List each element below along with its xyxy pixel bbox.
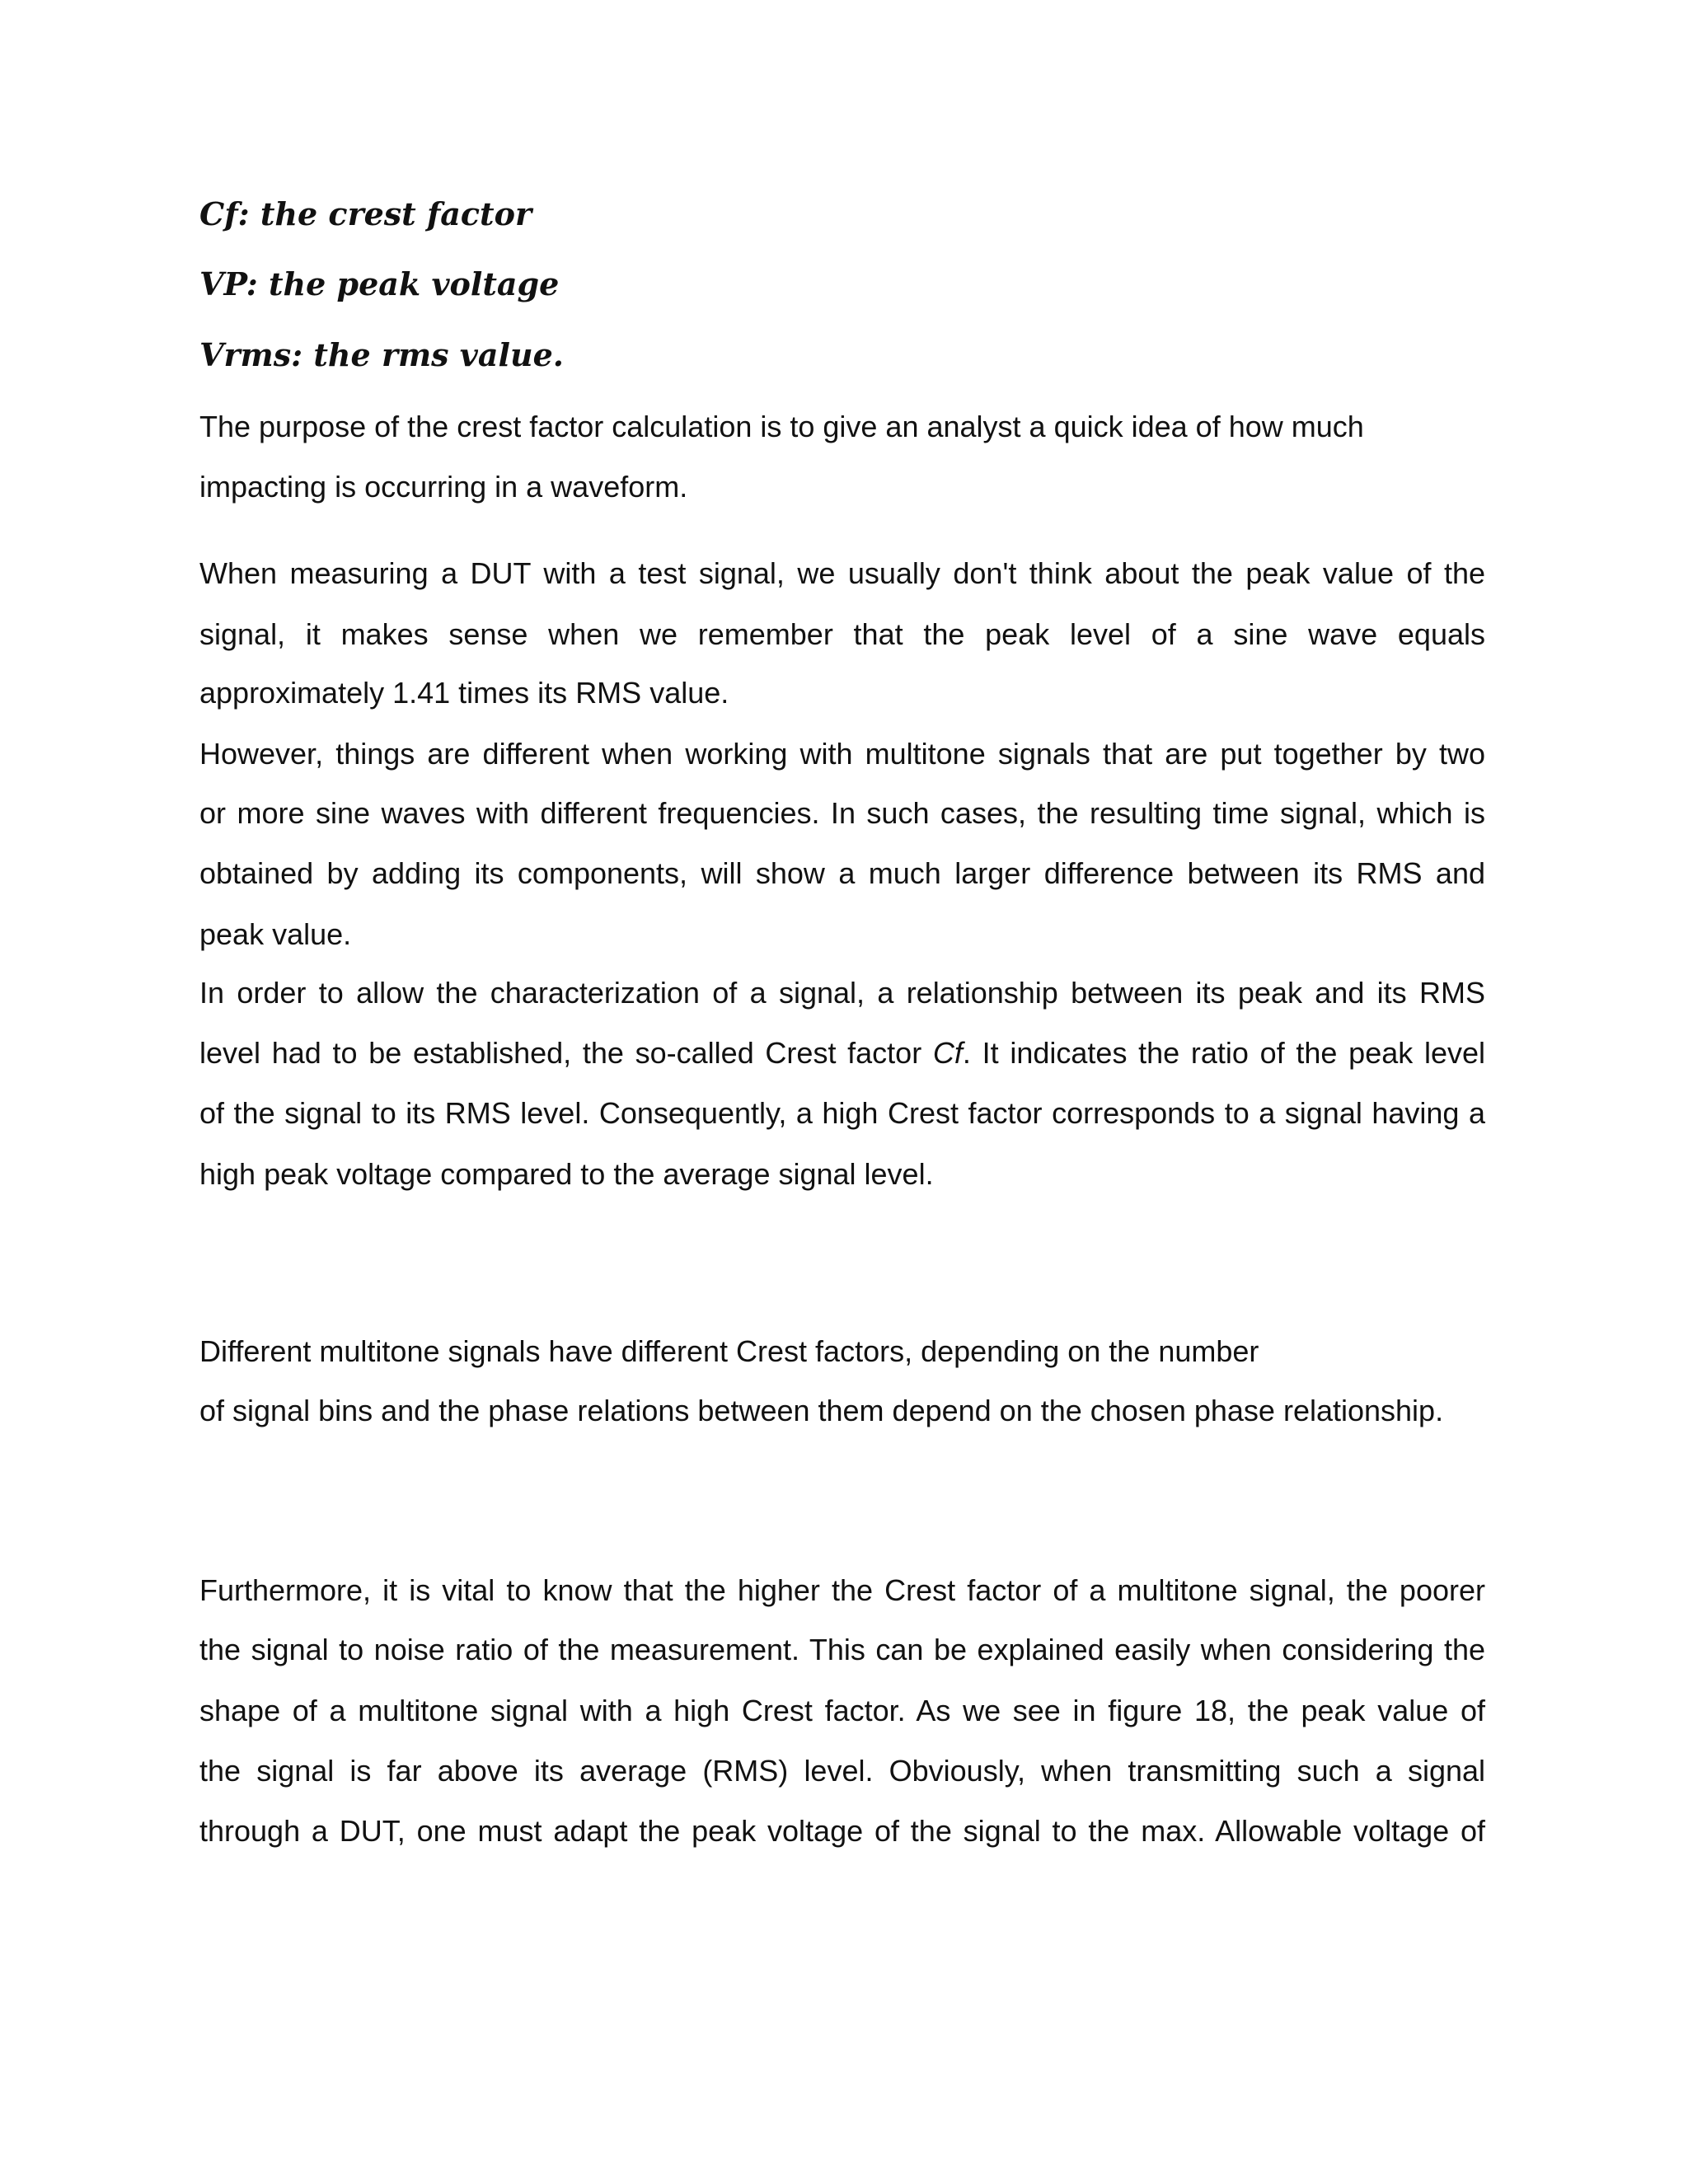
para3-line1: However, things are different when working with multitone signals that are put together by two (199, 737, 1485, 771)
para4-line2-end: . It indicates the ratio of the peak level (962, 1036, 1485, 1070)
para2-line2: signal, it makes sense when we remember that the peak level of a sine wave equals (199, 617, 1485, 651)
para6-line2: the signal to noise ratio of the measurement. This can be explained easily when considering the (199, 1633, 1485, 1666)
definition-crest-factor: Cf: the crest factor (199, 195, 532, 232)
definition-rms-value: Vrms: the rms value. (199, 336, 564, 373)
definition-peak-voltage: VP: the peak voltage (199, 265, 560, 302)
para4-line2 (199, 1033, 1485, 1073)
para6-line5: through a DUT, one must adapt the peak voltage of the signal to the max. Allowable voltage of (199, 1814, 1485, 1848)
para6-line4: the signal is far above its average (RMS) level. Obviously, when transmitting such a signal (199, 1754, 1485, 1788)
para3-line3: obtained by adding its components, will show a much larger difference between its RMS and (199, 856, 1485, 890)
para5-line2: of signal bins and the phase relations between them depend on the chosen phase relationship. (199, 1394, 1444, 1427)
para4-line4: high peak voltage compared to the average signal level. (199, 1157, 934, 1191)
para4-line2-start: level had to be established, the so-called Crest factor (199, 1036, 933, 1070)
para6-line3: shape of a multitone signal with a high Crest factor. As we see in figure 18, the peak value of (199, 1694, 1485, 1727)
para1-line2: impacting is occurring in a waveform. (199, 470, 688, 504)
para4-line3: of the signal to its RMS level. Consequently, a high Crest factor corresponds to a signal having a (199, 1096, 1485, 1130)
para3-line2: or more sine waves with different frequencies. In such cases, the resulting time signal, which is (199, 796, 1485, 830)
para2-line3: approximately 1.41 times its RMS value. (199, 676, 729, 710)
para6-line1: Furthermore, it is vital to know that the higher the Crest factor of a multitone signal, the poorer (199, 1573, 1485, 1607)
crest-factor-symbol: Cf (932, 1036, 963, 1070)
para3-line4: peak value. (199, 917, 352, 951)
para1-line1: The purpose of the crest factor calculation is to give an analyst a quick idea of how much (199, 410, 1364, 443)
para2-line1: When measuring a DUT with a test signal, we usually don't think about the peak value of the (199, 556, 1485, 590)
para5-line1: Different multitone signals have different Crest factors, depending on the number (199, 1334, 1259, 1368)
para4-line1: In order to allow the characterization of a signal, a relationship between its peak and its RMS (199, 976, 1485, 1010)
